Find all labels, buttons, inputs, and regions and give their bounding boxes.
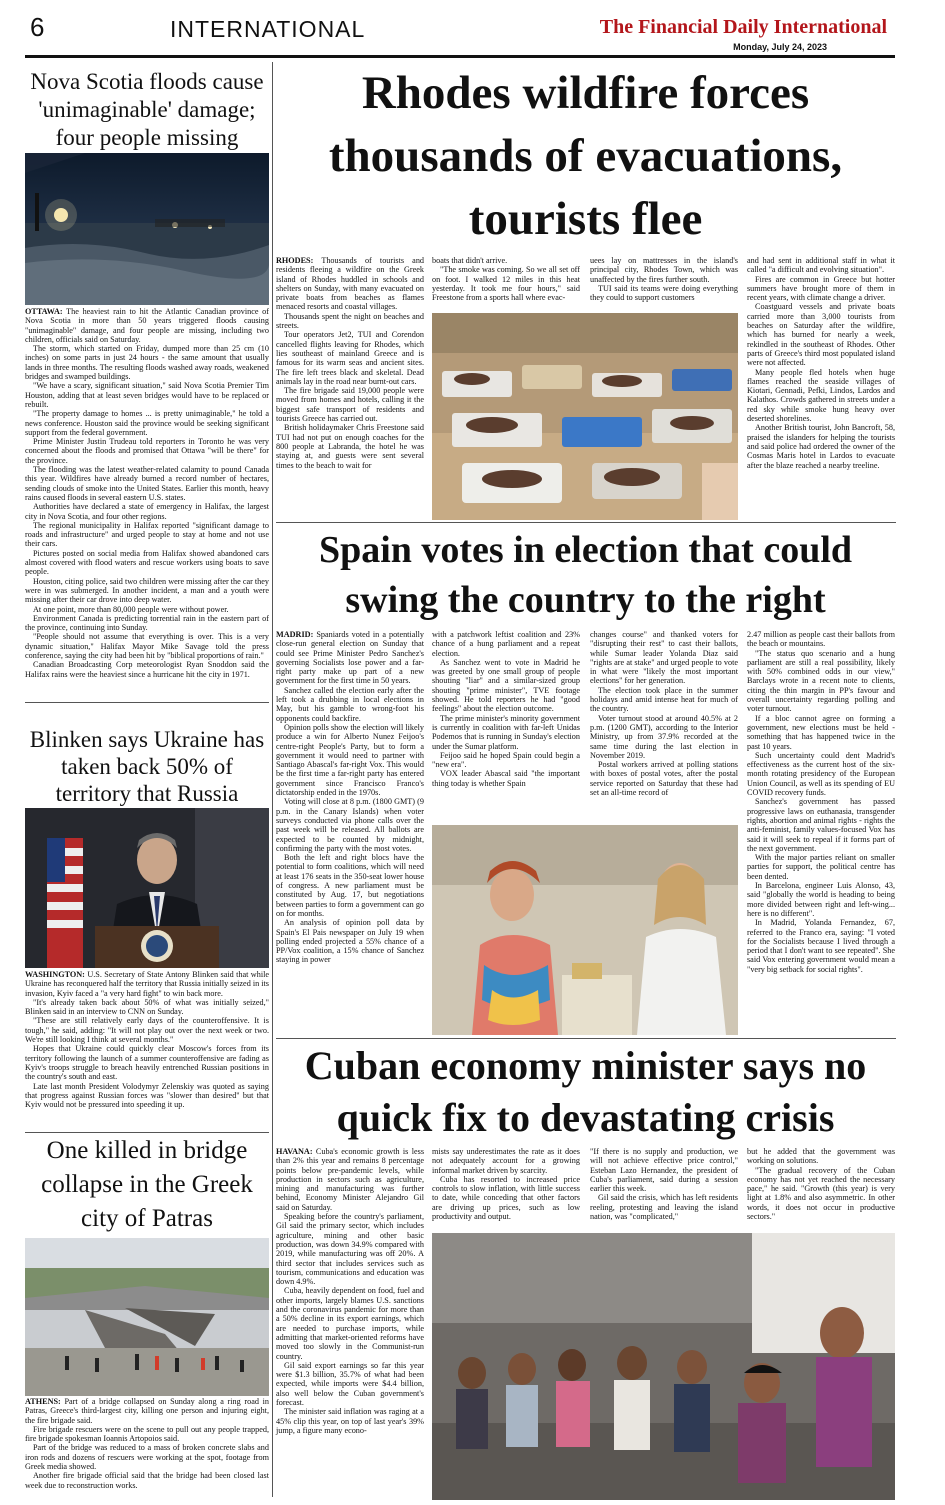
spain-col3: changes course" and thanked voters for "disrupting their rest" to cast their ballots, while Sumar leader Yolanda Diaz said "rights are at stake" and urged people to vote in what were "likely the most important elections" for her generation. The election took place in the summer holidays and amid intense heat for much of the country. Voter turnout stood at around 40.5% at 2 p.m. (1200 GMT), according to the Interior Ministry, up from 37.9% recorded at the same time during the last election in November 2019. Postal workers arrived at polling stations with boxes of postal votes, after the postal service reported on Saturday that these had set an all-time record of [590,630,738,798]
queue-photo [432,1233,895,1500]
story-divider [276,1038,896,1039]
patras-body: ATHENS: Part of a bridge collapsed on Sunday along a ring road in Patras, Greece's third-largest city, killing one person and injuring eight, the fire brigade said. Fire brigade rescuers were on the scene to pull out any people trapped, fire brigade spokesman Ioannis Artopoios said. Part of the bridge was reduced to a mass of broken concrete slabs and iron rods and dozens of rescuers were working at the spot, footage from Greek media showed. Another fire brigade official said that the bridge had been closed last week due to reconstruction works. [25,1397,269,1490]
patras-headline: One killed in bridge collapse in the Greek city of Patras [41,1137,253,1232]
cuba-col1: HAVANA: Cuba's economic growth is less than 2% this year and remains 8 percentage points below pre-pandemic levels, while production in sectors such as agriculture, mining and manufacturing was further behind, Economy Minister Alejandro Gil said on Saturday. Speaking before the country's parliament, Gil said the primary sector, which includes agriculture, mining and other basic production, was down 34.9% compared with 2019, while manufacturing was off 20%. A third sector that includes services such as tourism, communications and education was down 4.9%. Cuba, heavily dependent on food, fuel and other imports, largely blames U.S. sanctions and the coronavirus pandemic for more than a 50% decline in its export earnings, which are needed to purchase imports, while admitting that market-oriented reforms have moved too slowly in the Communist-run country. Gil said export earnings so far this year were $1.3 billion, 35.7% of what had been expected, while imports were $4.4 billion, also well below the Cuban government's forecast. The minister said inflation was raging at a 45% clip this year, on top of last year's 39% jump, a figure many econo- [276,1147,425,1435]
flood-photo [25,153,269,305]
spain-col1: MADRID: Spaniards voted in a potentially close-run general election on Sunday that could see Prime Minister Pedro Sanchez's governing Socialists lose power and a far-right party make up part of a new government for the first time in 50 years. Sanchez called the election early after the left took a drubbing in local elections in May, but his gamble to wrong-foot his opponents could backfire. Opinion polls show the election will likely produce a win for Alberto Nunez Feijoo's centre-right People's Party, but to form a government it would need to partner with Santiago Abascal's far-right Vox. This would be the first time a far-right party has entered government since Francisco Franco's dictatorship ended in the 1970s. Voting will close at 8 p.m. (1800 GMT) (9 p.m. in the Canary Islands) when voter surveys conducted via phone calls over the past week will be released. All ballots are expected to be counted by midnight, confirming the party with the most votes. Both the left and right blocs have the potential to form coalitions, which will need at least 176 seats in the 350-seat lower house of congress. A new parliament must be constituted by Aug. 17, but negotiations between parties to form a government can go on for months. An analysis of opinion poll data by Spain's El Pais newspaper on July 19 when polling ended projected a 55% chance of a PP/Vox coalition, a 15% chance of Sanchez staying in power [276,630,425,965]
newspaper-name: The Financial Daily International [599,16,887,38]
spain-col2: with a patchwork leftist coalition and 23% chance of a hung parliament and a repeat election. As Sanchez went to vote in Madrid he was greeted by one small group of people shouting "liar" and a similar-sized group shouting "prime minister", TVE footage showed. He told reporters he had "good feelings" about the election outcome. The prime minister's minority government is currently in coalition with far-left Unidas Podemos that is running in Sunday's election under the Sumar platform. Feijoo said he hoped Spain could begin a "new era". VOX leader Abascal said "the important thing today is whether Spain [432,630,580,788]
story-divider [276,522,896,523]
spain-headline: Spain votes in election that could swing the country to the right [318,529,853,621]
cuba-headline: Cuban economy minister says no quick fix to devastating crisis [304,1043,867,1140]
rhodes-col2: boats that didn't arrive. "The smoke was coming. So we all set off on foot. I walked 12 miles in this heat yesterday. It took me four hours," said Freestone from a sports hall where evac- [432,256,580,303]
column-divider [272,62,273,1497]
rhodes-col4: and had sent in additional staff in what it called "a difficult and evolving situation". Fires are common in Greece but hotter summers have brought more of them in recent years, with climate change a driver. Coastguard vessels and private boats carried more than 3,000 tourists from beaches on Saturday after the wildfire, which has burned for nearly a week, rekindled in the southeast of Rhodes. Other parts of Greece's third most populated island were not affected. Many people fled hotels when huge flames reached the seaside villages of Kiotari, Gennadi, Pefki, Lindos, Lardos and Kalathos. Crowds gathered in streets under a red sky while smoke hung heavy over deserted shorelines. Another British tourist, John Bancroft, 58, praised the islanders for helping the tourists and said police had ordered the owner of the Cosmas Maris hotel in Lardos to evacuate after the blaze reached a nearby treeline. [747,256,895,470]
nova-body: OTTAWA: The heaviest rain to hit the Atlantic Canadian province of Nova Scotia in more than 50 years triggered floods causing "unimaginable" damage, and four people are missing, including two children, officials said on Saturday. The storm, which started on Friday, dumped more than 25 cm (10 inches) on some parts in just 24 hours - the same amount that usually lands in three months. The resulting floods washed away roads, weakened bridges and swamped buildings. "We have a scary, significant situation," said Nova Scotia Premier Tim Houston, adding that at least seven bridges would have to be replaced or rebuilt. "The property damage to homes ... is pretty unimaginable," he told a news conference. Houston said the province would be seeking significant support from the federal government. Prime Minister Justin Trudeau told reporters in Toronto he was very concerned about the floods and promised that Ottawa "will be there" for the province. The flooding was the latest weather-related calamity to pound Canada this year. Wildfires have already burned a record number of hectares, sending clouds of smoke into the United States. Earlier this month, heavy rains caused floods in several eastern U.S. states. Authorities have declared a state of emergency in Halifax, the largest city in Nova Scotia, and four other regions. The regional municipality in Halifax reported "significant damage to roads and infrastructure" and urged people to stay at home and not use their cars. Pictures posted on social media from Halifax showed abandoned cars almost covered with flood waters and rescue workers using boats to save people. Houston, citing police, said two children were missing after the car they were in was submerged. In another incident, a man and a youth were missing after their car drove into deep water. At one point, more than 80,000 people were without power. Environment Canada is predicting torrential rain in the eastern part of the province, continuing into Sunday. "People should not assume that everything is over. This is a very dynamic situation," Halifax Mayor Mike Savage told the press conference, saying the city had been hit by "biblical proportions of rain." Canadian Broadcasting Corp meteorologist Ryan Snoddon said the Halifax rains were the heaviest since a hurricane hit the city in 1971. [25,307,269,679]
blinken-photo [25,808,269,968]
story-divider [25,702,269,703]
voters-photo [432,825,738,1035]
spain-col4: 2.47 million as people cast their ballots from the beach or mountains. "The status quo scenario and a hung parliament are still a real possibility, likely with 50% combined odds in our view," Barclays wrote in a recent note to clients, citing the thin margin in PP's favour and overall uncertainty regarding polling and voter turnout. If a bloc cannot agree on forming a government, new elections must be held - something that has happened twice in the past 10 years. Such uncertainty could dent Madrid's effectiveness as the current host of the six-month rotating presidency of the European Union Council, as well as its spending of EU COVID recovery funds. Sanchez's government has passed progressive laws on euthanasia, transgender rights, abortion and animal rights - rights the anti-feminist, family values-focused Vox has said it will seek to repeal if it forms part of the next government. With the major parties reliant on smaller parties for support, the political centre has been dented. In Barcelona, engineer Luis Alonso, 43, said "globally the world is heading to being more divided between right and left-wing... here is no different". In Madrid, Yolanda Fernandez, 67, referred to the Franco era, saying: "I voted for the Socialists because I lived through a period that I don't want to see repeated". She said Vox entering government would mean a "very big setback for social rights". [747,630,895,974]
cuba-col4: but he added that the government was working on solutions. "The gradual recovery of the Cuban economy has not yet reached the necessary pace," he said. "Growth (this year) is very light at 1.8% and also asymmetric. In other words, it does not occur in productive sectors." [747,1147,895,1222]
bridge-photo [25,1238,269,1396]
rhodes-headline: Rhodes wildfire forces thousands of evacuations, tourists flee [328,67,843,245]
blinken-body: WASHINGTON: U.S. Secretary of State Antony Blinken said that while Ukraine has reconquered half the territory that Russia initially seized in its invasion, Kyiv faced a "a very hard fight" to win back more. "It's already taken back about 50% of what was initially seized," Blinken said in an interview to CNN on Sunday. "These are still relatively early days of the counteroffensive. It is tough," he said, adding: "It will not play out over the next week or two. We're still looking I think at several months." Hopes that Ukraine could quickly clear Moscow's forces from its territory following the launch of a summer counteroffensive are fading as Kyiv's troops struggle to breach heavily entrenched Russian positions in the country's south and east. Late last month President Volodymyr Zelenskiy was quoted as saying that progress against Russian forces was "slower than desired" but that Kyiv would not be pressured into speeding it up. [25,970,270,1110]
rhodes-col3: uees lay on mattresses in the island's principal city, Rhodes Town, which was unaffected by the fires further south. TUI said its teams were doing everything they could to support customers [590,256,738,303]
evacuees-photo [432,313,738,520]
section-title: INTERNATIONAL [170,16,366,42]
rhodes-col1: RHODES: Thousands of tourists and residents fleeing a wildfire on the Greek island of Rhodes huddled in schools and shelters on Sunday, with many evacuated on private boats from beaches as flames menaced resorts and coastal villages. Thousands spent the night on beaches and streets. Tour operators Jet2, TUI and Corendon cancelled flights leaving for Rhodes, which lies southeast of mainland Greece and is famous for its warm seas and ancient sites. The fire left trees black and skeletal. Dead animals lay in the road near burnt-out cars. The fire brigade said 19,000 people were moved from homes and hotels, calling it the biggest safe transport of residents and tourists Greece has carried out. British holidaymaker Chris Freestone said TUI had not put on enough coaches for the 800 people at Labranda, the hotel he was staying at, and guests were sent several times to the beach to wait for [276,256,425,470]
blinken-headline: Blinken says Ukraine has taken back 50% of territory that Russia [29,727,265,806]
story-divider [25,1132,269,1133]
cuba-col3: "If there is no supply and production, we will not achieve effective price control," Esteban Lazo Hernandez, the president of Cuba's parliament, said during a session earlier this week. Gil said the crisis, which has left residents reeling, protesting and leaving the island nation, was "complicated," [590,1147,738,1222]
masthead-rule [25,55,895,58]
nova-headline: Nova Scotia floods cause 'unimaginable' damage; four people missing [30,69,264,150]
cuba-col2: mists say underestimates the rate as it does not adequately account for a growing informal market driven by scarcity. Cuba has resorted to increased price controls to slow inflation, with little success to date, while conceding that other factors are driving up prices, such as low productivity and output. [432,1147,580,1222]
issue-date: Monday, July 24, 2023 [733,42,827,52]
page-number: 6 [30,12,45,42]
